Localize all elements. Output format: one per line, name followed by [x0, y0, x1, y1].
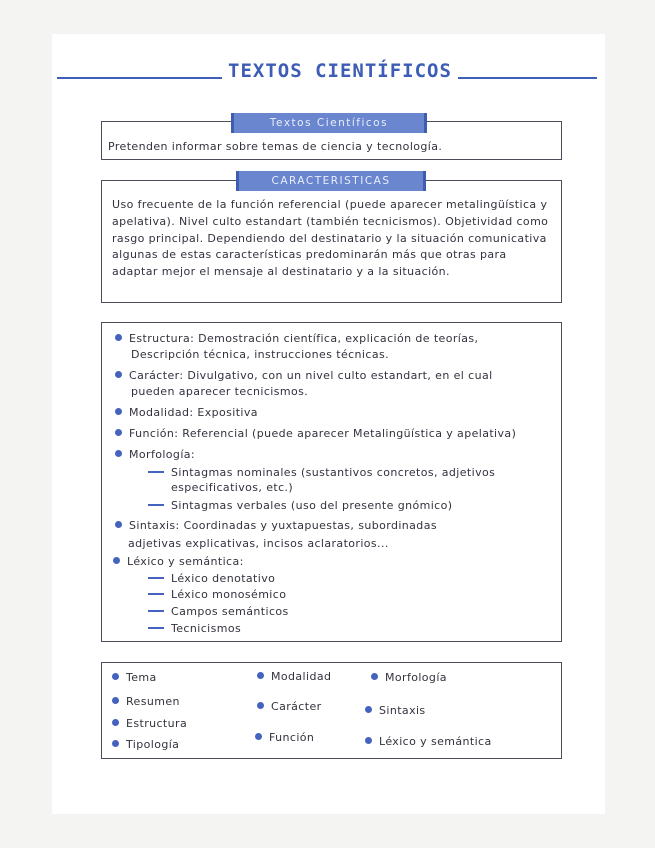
lexico-sub-item: Léxico monosémico: [148, 588, 286, 601]
lexico-sub-item: Campos semánticos: [148, 605, 289, 618]
summary-item: Modalidad: [257, 670, 331, 683]
bullet-dot-icon: [113, 557, 120, 564]
bullet-dot-icon: [112, 740, 119, 747]
summary-item: Resumen: [112, 695, 180, 708]
bullet-caracter: Carácter: Divulgativo, con un nivel culto estandart, en el cual: [115, 369, 493, 382]
summary-item: Morfología: [371, 671, 447, 684]
dash-arrow-icon: [148, 627, 164, 629]
bullet-dot-icon: [255, 733, 262, 740]
dash-arrow-icon: [148, 593, 164, 595]
summary-item: Tema: [112, 671, 157, 684]
intro-label: Textos Científicos: [231, 113, 427, 133]
dash-arrow-icon: [148, 610, 164, 612]
bullet-dot-icon: [115, 334, 122, 341]
summary-item: Carácter: [257, 700, 322, 713]
summary-item: Función: [255, 731, 314, 744]
bullet-dot-icon: [257, 702, 264, 709]
bullet-dot-icon: [115, 450, 122, 457]
bullet-modalidad: Modalidad: Expositiva: [115, 406, 258, 419]
sintaxis-continuation: adjetivas explicativas, incisos aclaratorios...: [128, 537, 389, 550]
dash-arrow-icon: [148, 471, 164, 473]
bullet-dot-icon: [112, 697, 119, 704]
bullet-dot-icon: [365, 737, 372, 744]
morfologia-sub-verbales: Sintagmas verbales (uso del presente gnómico): [148, 499, 452, 512]
bullet-dot-icon: [371, 673, 378, 680]
lexico-sub-item: Tecnicismos: [148, 622, 241, 635]
caracter-continuation: pueden aparecer tecnicismos.: [131, 385, 309, 398]
summary-item: Léxico y semántica: [365, 735, 492, 748]
summary-item: Tipología: [112, 738, 179, 751]
bullet-lexico: Léxico y semántica:: [113, 555, 244, 568]
summary-item: Estructura: [112, 717, 187, 730]
bullet-dot-icon: [115, 429, 122, 436]
bullet-dot-icon: [112, 719, 119, 726]
bullet-dot-icon: [365, 706, 372, 713]
bullet-dot-icon: [257, 672, 264, 679]
lexico-sub-item: Léxico denotativo: [148, 572, 275, 585]
bullet-sintaxis: Sintaxis: Coordinadas y yuxtapuestas, subordinadas: [115, 519, 437, 532]
intro-text: Pretenden informar sobre temas de ciencia y tecnología.: [108, 140, 443, 153]
morfologia-sub-continuation: especificativos, etc.): [171, 481, 294, 494]
bullet-dot-icon: [112, 673, 119, 680]
caracteristicas-label: CARACTERISTICAS: [236, 171, 426, 191]
bullet-dot-icon: [115, 371, 122, 378]
bullet-estructura: Estructura: Demostración científica, explicación de teorías,: [115, 332, 478, 345]
bullet-dot-icon: [115, 521, 122, 528]
bullet-dot-icon: [115, 408, 122, 415]
bullet-funcion: Función: Referencial (puede aparecer Metalingüística y apelativa): [115, 427, 516, 440]
dash-arrow-icon: [148, 504, 164, 506]
morfologia-sub-nominales: Sintagmas nominales (sustantivos concretos, adjetivos: [148, 466, 495, 479]
bullet-morfologia: Morfología:: [115, 448, 195, 461]
summary-item: Sintaxis: [365, 704, 426, 717]
caracteristicas-text: Uso frecuente de la función referencial (puede aparecer metalingüística y apelativa). Nivel culto estandart (también tecnicismos). Objetividad como rasgo principal. Dependiendo del destinatario y la situación comunicativa algunas de estas características predominarán más que otras para adaptar mejor el mensaje al destinatario y a la situación.: [112, 198, 549, 279]
estructura-continuation: Descripción técnica, instrucciones técnicas.: [131, 348, 390, 361]
page-title: TEXTOS CIENTÍFICOS: [222, 60, 458, 82]
dash-arrow-icon: [148, 577, 164, 579]
